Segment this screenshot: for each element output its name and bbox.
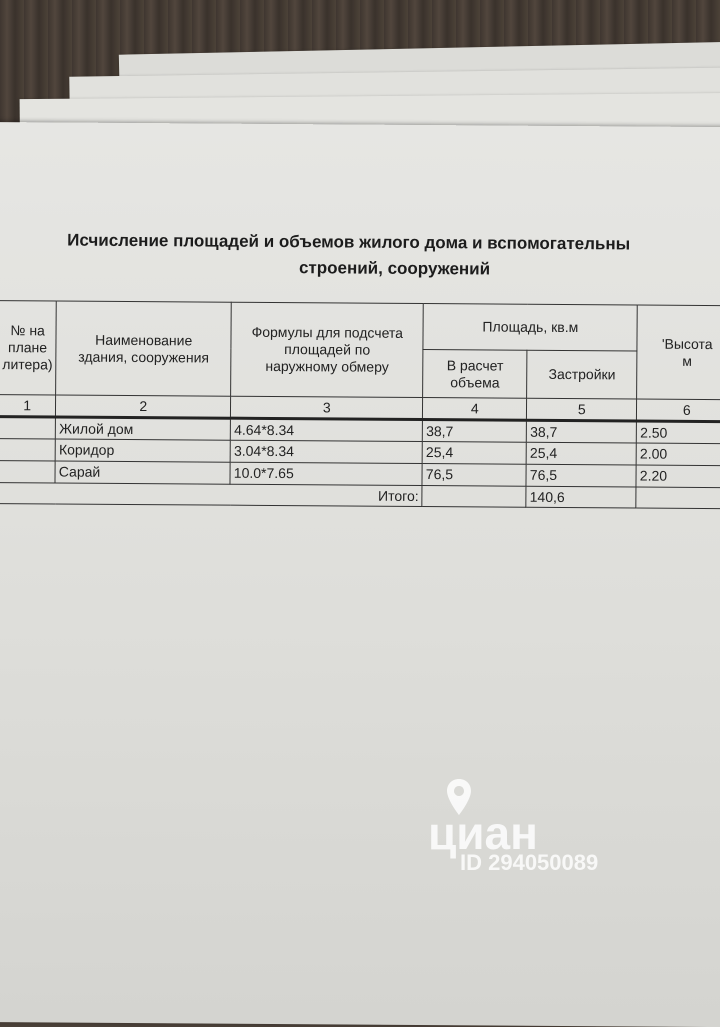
header-area: Площадь, кв.м [423, 304, 637, 351]
row-formula: 10.0*7.65 [230, 462, 422, 485]
total-label: Итого: [0, 483, 422, 507]
row-formula: 3.04*8.34 [230, 440, 422, 463]
header-plan-number: № на плане литера) [0, 301, 57, 395]
row-height: 2.00 [636, 443, 720, 466]
row-name: Коридор [55, 439, 230, 462]
row-plan-number [0, 461, 55, 483]
total-volume-area [422, 486, 526, 508]
header-built-area: Застройки [527, 350, 637, 399]
header-volume-area: В расчет объема [423, 350, 527, 399]
header-height: 'Высота м [637, 305, 720, 400]
row-height: 2.50 [637, 421, 720, 444]
area-volume-table [0, 300, 720, 509]
watermark-id: ID 294050089 [460, 850, 599, 875]
column-number: 3 [231, 396, 423, 419]
row-built-area: 76,5 [526, 464, 636, 487]
row-name: Сарай [55, 461, 230, 484]
row-name: Жилой дом [56, 417, 231, 440]
row-volume-area: 76,5 [422, 464, 526, 487]
row-built-area: 25,4 [526, 442, 636, 465]
row-built-area: 38,7 [527, 420, 637, 443]
row-plan-number [0, 417, 56, 439]
column-number: 5 [527, 398, 637, 421]
column-number: 1 [0, 395, 56, 417]
column-number: 2 [56, 395, 231, 418]
total-row [0, 483, 720, 509]
header-formulas: Формулы для подсчета площадей по наружному обмеру [231, 302, 424, 397]
row-height: 2.20 [636, 465, 720, 488]
column-number: 4 [423, 398, 527, 421]
total-built-area: 140,6 [526, 486, 636, 508]
row-volume-area: 38,7 [423, 420, 527, 443]
column-number: 6 [637, 399, 720, 422]
header-building-name: Наименование здания, сооружения [56, 301, 232, 396]
title-line-1: Исчисление площадей и объемов жилого дома и вспомогательны [67, 230, 631, 254]
row-formula: 4.64*8.34 [231, 418, 423, 441]
watermark-brand: циан [428, 807, 538, 859]
total-height [636, 487, 720, 509]
document-title [0, 230, 720, 279]
row-plan-number [0, 439, 56, 461]
document-page [0, 122, 720, 1027]
row-volume-area: 25,4 [422, 442, 526, 465]
title-line-2: строений, сооружений [298, 258, 491, 279]
